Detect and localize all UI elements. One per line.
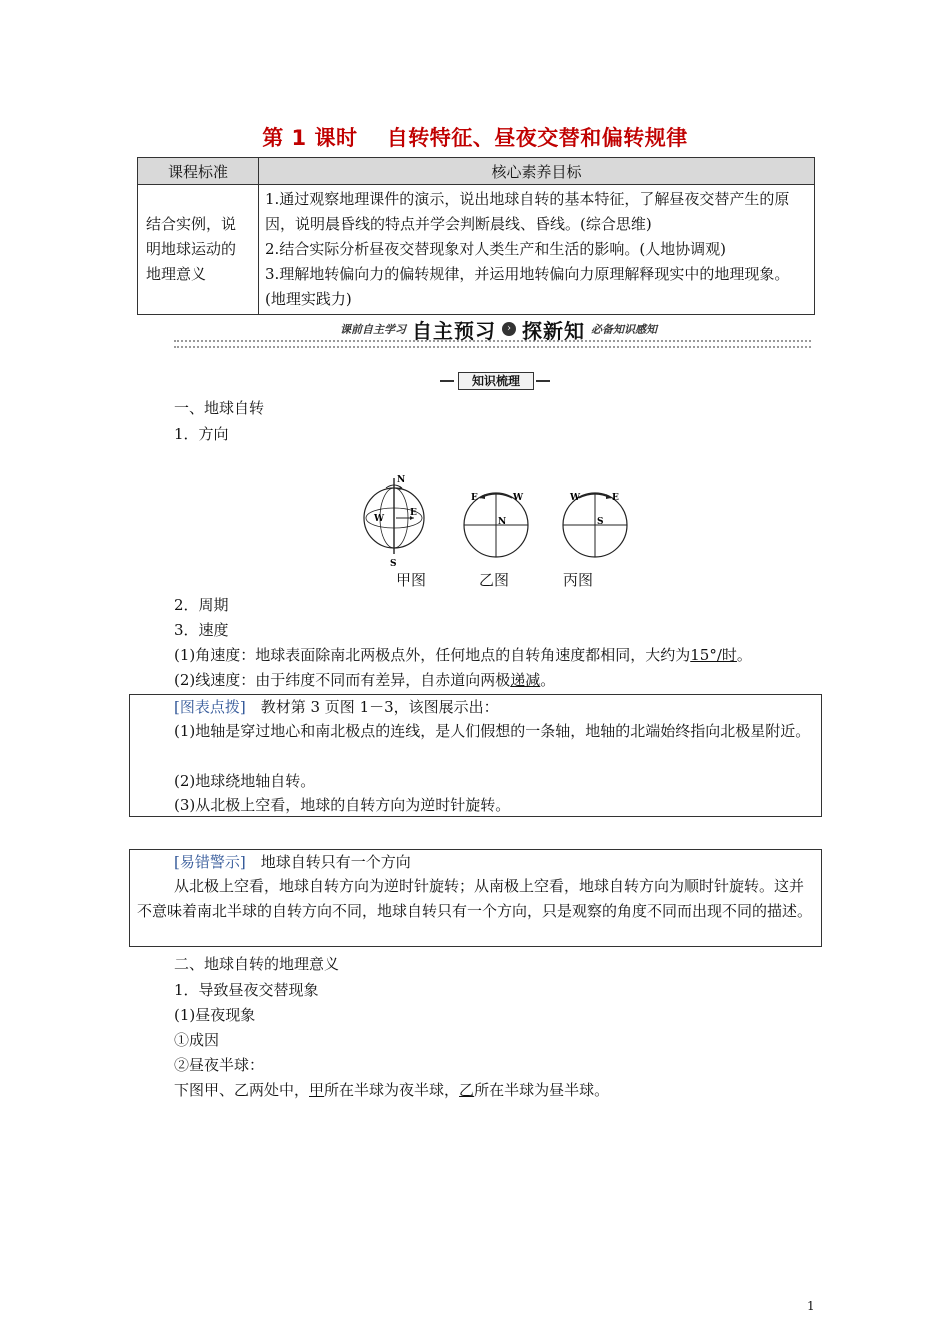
bing-center: S (597, 517, 604, 527)
bing-left: W (570, 493, 581, 503)
chart-tip-label: [图表点拨] (174, 698, 246, 716)
caption-jia: 甲图 (396, 571, 427, 589)
caption-bing: 丙图 (563, 571, 594, 589)
dn-prefix: 下图甲、乙两处中， (174, 1081, 310, 1099)
linear-speed-line (174, 670, 555, 690)
section2-c2: ②昼夜半球： (174, 1056, 265, 1074)
section2-c1: ①成因 (174, 1031, 220, 1049)
chart-tip-p1: (1)地轴是穿过地心和南北极点的连线，是人们假想的一条轴，地轴的北端始终指向北极星附近。 (174, 722, 811, 740)
section1-item3: 3．速度 (174, 621, 229, 639)
section1-heading: 一、地球自转 (174, 399, 265, 417)
banner-small-right: 必备知识感知 (591, 323, 657, 336)
section1-item2: 2．周期 (174, 596, 229, 614)
linear-suffix: 。 (540, 671, 556, 689)
jia-w: W (374, 514, 385, 524)
knowledge-tag (440, 372, 550, 390)
section2-heading: 二、地球自转的地理意义 (174, 955, 340, 973)
page-number: 1 (807, 1299, 815, 1313)
globe-jia (364, 475, 424, 568)
linear-answer: 递减 (510, 671, 541, 689)
goal-item: 1.通过观察地理课件的演示，说出地球自转的基本特征，了解昼夜交替产生的原因，说明晨昏线的特点并学会判断晨线、昏线。(综合思维) (265, 190, 790, 233)
jia-e: E (410, 508, 417, 518)
banner-big-right: 探新知 (522, 318, 585, 343)
angular-prefix: (1)角速度：地球表面除南北两极点外，任何地点的自转角速度都相同，大约为 (174, 646, 691, 664)
standard-cell: 结合实例，说明地球运动的地理意义 (138, 185, 259, 315)
dn-suffix: 所在半球为昼半球。 (474, 1081, 610, 1099)
section1-item1: 1．方向 (174, 425, 229, 443)
globe-yi (464, 493, 528, 557)
table-header-goals: 核心素养目标 (259, 158, 815, 185)
rotation-figure (356, 468, 636, 568)
standards-table (137, 157, 815, 315)
banner-content (334, 318, 663, 343)
caption-yi: 乙图 (479, 571, 510, 589)
chart-tip-p3: (3)从北极上空看，地球的自转方向为逆时针旋转。 (174, 796, 511, 814)
goals-cell (259, 185, 815, 315)
banner-small-left: 课前自主学习 (340, 323, 406, 336)
jia-n: N (397, 475, 406, 485)
yi-left: E (471, 493, 478, 503)
dn-answer-b: 乙 (459, 1081, 475, 1099)
dn-answer-a: 甲 (309, 1081, 325, 1099)
angular-suffix: 。 (736, 646, 752, 664)
section2-sub1: (1)昼夜现象 (174, 1006, 256, 1024)
section-banner (174, 318, 811, 350)
tag-label: 知识梳理 (458, 372, 534, 390)
table-header-standard: 课程标准 (138, 158, 259, 185)
yi-center: N (498, 517, 507, 527)
banner-big-left: 自主预习 (412, 318, 496, 343)
angular-speed-line (174, 645, 752, 665)
warning-label: [易错警示] (174, 853, 246, 871)
tag-line-left (440, 380, 454, 382)
warning-intro (174, 850, 814, 875)
chart-tip-intro (174, 695, 814, 720)
page-title: 第 1 课时 自转特征、昼夜交替和偏转规律 (262, 126, 688, 150)
tag-line-right (536, 380, 550, 382)
yi-right: W (513, 493, 524, 503)
chart-tip-intro-text: 教材第 3 页图 1－3，该图展示出： (245, 698, 499, 716)
bing-right: E (612, 493, 619, 503)
chart-tip-box (129, 694, 822, 817)
linear-prefix: (2)线速度：由于纬度不同而有差异，自赤道向两极 (174, 671, 511, 689)
goal-item: 2.结合实际分析昼夜交替现象对人类生产和生活的影响。(人地协调观) (265, 240, 727, 258)
warning-intro-text: 地球自转只有一个方向 (245, 853, 411, 871)
arrow-icon: › (502, 322, 516, 336)
globe-bing (563, 493, 627, 557)
dn-mid: 所在半球为夜半球， (324, 1081, 460, 1099)
section2-item1: 1．导致昼夜交替现象 (174, 981, 319, 999)
chart-tip-p2: (2)地球绕地轴自转。 (174, 772, 316, 790)
angular-answer: 15°/时 (690, 646, 737, 664)
jia-s: S (390, 559, 397, 568)
day-night-hemisphere-line (174, 1080, 609, 1100)
warning-p1: 从北极上空看，地球自转方向为逆时针旋转；从南极上空看，地球自转方向为顺时针旋转。这并不意味着南北半球的自转方向不同，地球自转只有一个方向，只是观察的角度不同而出现不同的描述。 (137, 877, 813, 920)
warning-box (129, 849, 822, 947)
goal-item: 3.理解地转偏向力的偏转规律，并运用地转偏向力原理解释现实中的地理现象。(地理实践力) (265, 265, 790, 308)
